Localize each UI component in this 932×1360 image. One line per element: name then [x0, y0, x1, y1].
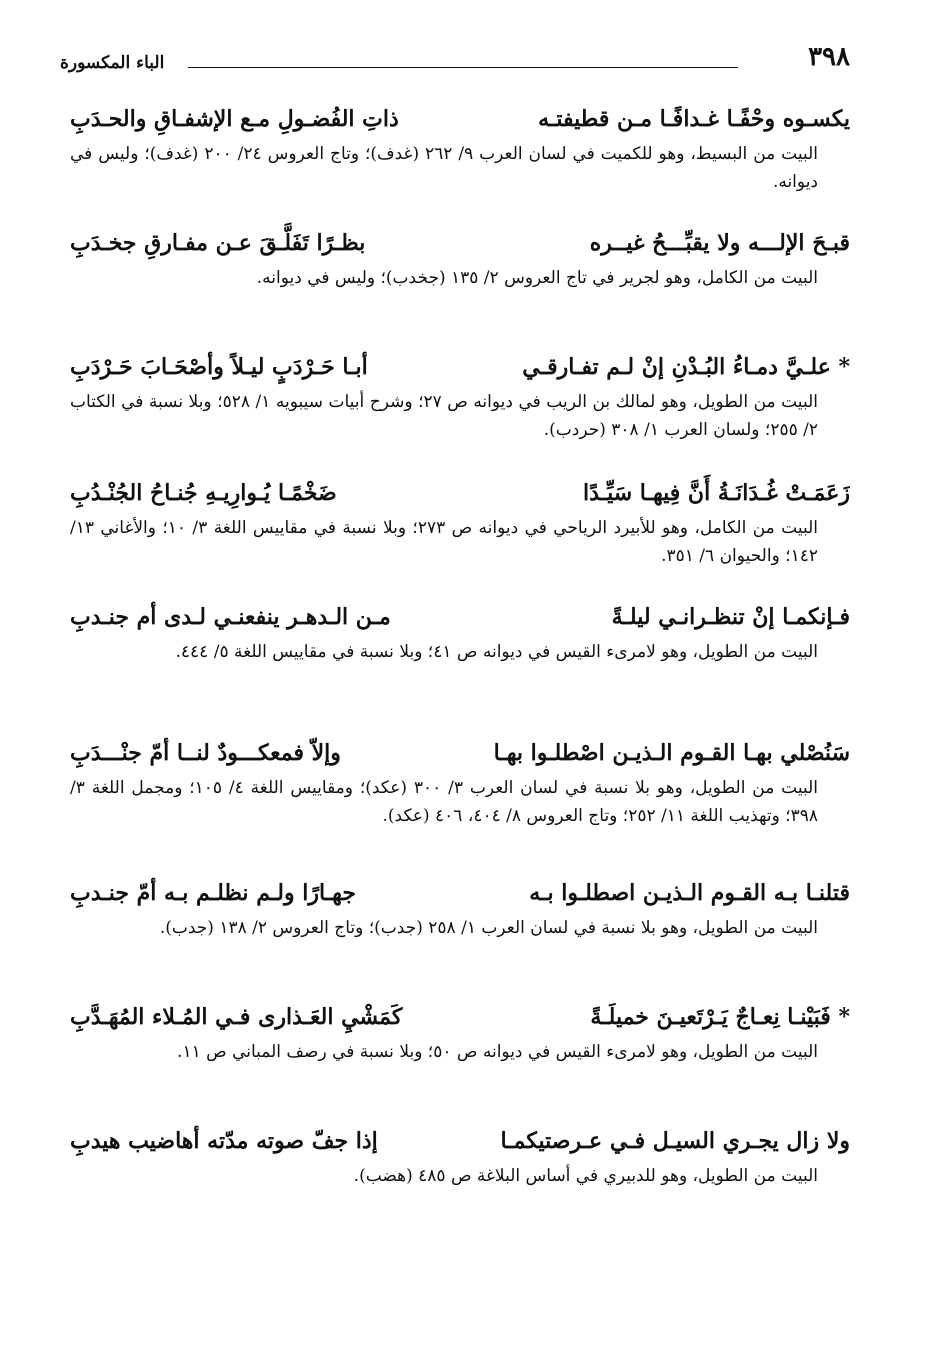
- first-hemistich: * علـيَّ دمـاءُ البُـدْنِ إنْ لـم تفـارقـي: [522, 354, 850, 380]
- first-hemistich: * فَبَيْنـا نِعـاجٌ يَـرْتَعيـنَ خميلَـةً: [590, 1004, 850, 1030]
- second-hemistich: بظـرًا تَفَلَّـقَ عـن مفـارقِ جخـدَبِ: [70, 230, 366, 256]
- first-hemistich: زَعَمَـتْ غُـدَانَـةُ أَنَّ فِيهـا سَيِّـدًا: [582, 480, 850, 506]
- header-rule: [188, 67, 738, 68]
- verse-entry: [70, 1120, 850, 1244]
- verse-line: [70, 872, 850, 914]
- first-hemistich: قتلنـا بـه القـوم الـذيـن اصطلـوا بـه: [529, 880, 850, 906]
- verse-entry: [70, 98, 850, 222]
- verse-line: [70, 472, 850, 514]
- first-hemistich: ولا زال يجـري السيـل فـي عـرصتيكمـا: [500, 1128, 850, 1154]
- second-hemistich: ذاتِ الفُضـولِ مـع الإشفـاقِ والحـدَبِ: [70, 106, 399, 132]
- second-hemistich: أبـا حَـرْدَبٍ ليـلاً وأصْحَـابَ حَـرْدَبِ: [70, 354, 368, 380]
- verse-line: [70, 346, 850, 388]
- first-hemistich: فـإنكمـا إنْ تنظـرانـي ليلـةً: [611, 604, 850, 630]
- verse-entries: [70, 98, 850, 1244]
- verse-source-note: البيت من الطويل، وهو لامرىء القيس في ديوانه ص ٥٠؛ وبلا نسبة في رصف المباني ص ١١.: [177, 1042, 818, 1062]
- chapter-title: الباء المكسورة: [60, 53, 165, 73]
- second-hemistich: مـن الـدهـر ينفعنـي لـدى أم جنـدبِ: [70, 604, 391, 630]
- verse-source-note: البيت من البسيط، وهو للكميت في لسان العرب ٩/ ٢٦٢ (غدف)؛ وتاج العروس ٢٤/ ٢٠٠ (غدف)؛ وليس في ديوانه.: [70, 144, 819, 192]
- second-hemistich: كَمَشْيِ العَـذارى فـي المُـلاء المُهَـدَّبِ: [70, 1004, 403, 1030]
- verse-line: [70, 222, 850, 264]
- first-hemistich: يكسـوه وحْفًـا غـدافًـا مـن قطيفتـه: [538, 106, 850, 132]
- verse-source-note: البيت من الكامل، وهو للأبيرد الرياحي في ديوانه ص ٢٧٣؛ وبلا نسبة في مقاييس اللغة ٣/ ١٠؛ والأغاني ١٣/ ١٤٢؛ والحيوان ٦/ ٣٥١.: [70, 518, 818, 566]
- page-number: ٣٩٨: [808, 42, 850, 72]
- verse-entry: [70, 872, 850, 996]
- verse-entry: [70, 596, 850, 732]
- second-hemistich: وإلاّ فمعكـــودٌ لنــا أمّ جنْـــدَبِ: [70, 740, 341, 766]
- second-hemistich: جهـارًا ولـم نظلـم بـه أمّ جنـدبِ: [70, 880, 356, 906]
- page-header: [60, 40, 850, 80]
- verse-source-note: البيت من الطويل، وهو لمالك بن الريب في ديوانه ص ٢٧؛ وشرح أبيات سيبويه ١/ ٥٢٨؛ وبلا نسبة في الكتاب ٢/ ٢٥٥؛ ولسان العرب ١/ ٣٠٨ (حردب).: [70, 392, 818, 440]
- verse-entry: [70, 472, 850, 596]
- verse-entry: [70, 222, 850, 346]
- verse-source-note: البيت من الطويل، وهو للدبيري في أساس البلاغة ص ٤٨٥ (هضب).: [353, 1166, 818, 1186]
- first-hemistich: سَنُصْلي بهـا القـوم الـذيـن اصْطلـوا بهـا: [493, 740, 850, 766]
- verse-source-note: البيت من الطويل، وهو بلا نسبة في لسان العرب ١/ ٢٥٨ (جدب)؛ وتاج العروس ٢/ ١٣٨ (جدب).: [159, 918, 818, 938]
- second-hemistich: إذا جفّ صوته مدّته أهاضيب هيدبِ: [70, 1128, 378, 1154]
- verse-entry: [70, 996, 850, 1120]
- verse-source-note: البيت من الطويل، وهو لامرىء القيس في ديوانه ص ٤١؛ وبلا نسبة في مقاييس اللغة ٥/ ٤٤٤.: [175, 642, 818, 662]
- verse-line: [70, 1120, 850, 1162]
- verse-entry: [70, 346, 850, 472]
- verse-line: [70, 596, 850, 638]
- verse-line: [70, 98, 850, 140]
- first-hemistich: قبـحَ الإلـــه ولا يقبِّـــحُ غيــره: [589, 230, 850, 256]
- verse-line: [70, 732, 850, 774]
- verse-line: [70, 996, 850, 1038]
- verse-entry: [70, 732, 850, 872]
- verse-source-note: البيت من الكامل، وهو لجرير في تاج العروس ٢/ ١٣٥ (جخدب)؛ وليس في ديوانه.: [256, 268, 818, 288]
- second-hemistich: ضَخْمًـا يُـوارِيـهِ جُنـاحُ الجُنْـدُبِ: [70, 480, 337, 506]
- verse-source-note: البيت من الطويل، وهو بلا نسبة في لسان العرب ٣/ ٣٠٠ (عكد)؛ ومقاييس اللغة ٤/ ١٠٥؛ ومجمل اللغة ٣/ ٣٩٨؛ وتهذيب اللغة ١١/ ٢٥٢؛ وتاج العروس ٨/ ٤٠٤، ٤٠٦ (عكد).: [70, 778, 819, 826]
